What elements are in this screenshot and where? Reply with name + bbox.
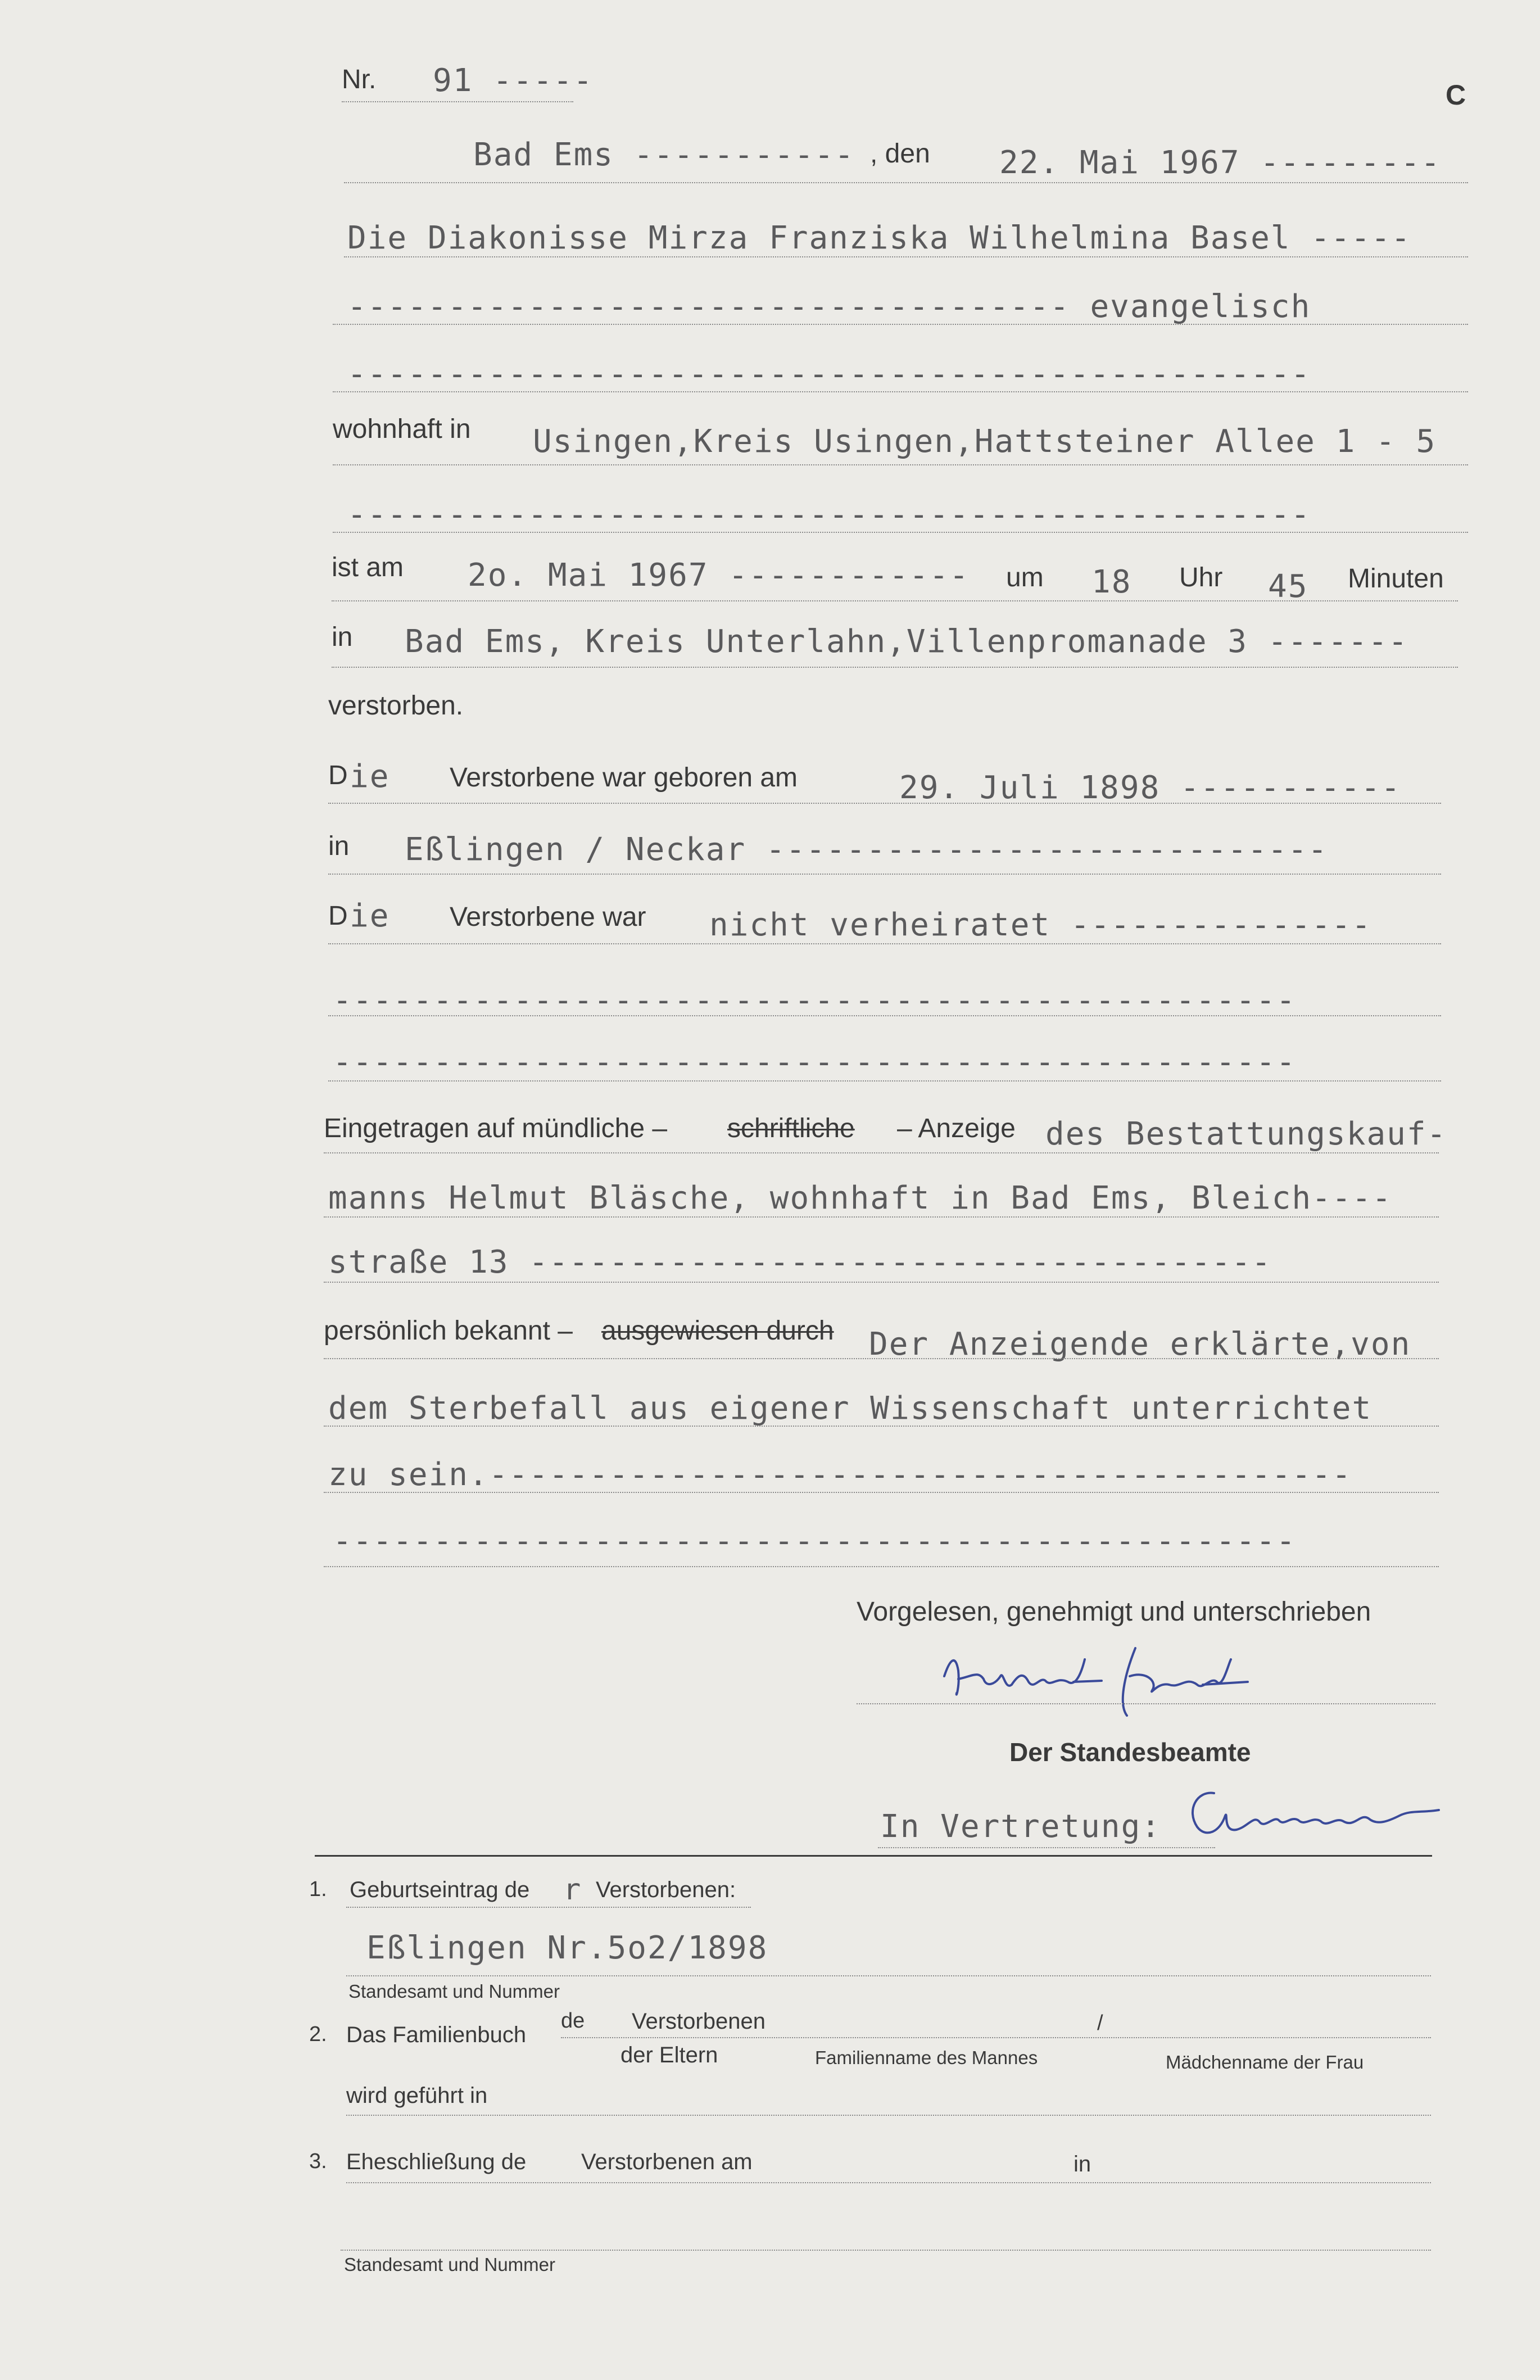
dash-line-1: ------------------------------------------------ bbox=[347, 356, 1311, 392]
deceased-name: Die Diakonisse Mirza Franziska Wilhelmina Basel ----- bbox=[347, 220, 1411, 256]
ist-am-label: ist am bbox=[332, 553, 404, 582]
vertretung-label: In Vertretung: bbox=[880, 1808, 1162, 1845]
note-3-in: in bbox=[1074, 2152, 1091, 2177]
note-1-value-line bbox=[346, 1975, 1431, 1976]
residence-address: Usingen,Kreis Usingen,Hattsteiner Allee 1 - 5 bbox=[533, 423, 1437, 460]
nr-value: 91 ----- bbox=[433, 62, 594, 99]
birth-in-label: in bbox=[328, 831, 350, 861]
dash-line-3: ------------------------------------------------ bbox=[333, 982, 1297, 1019]
verstorben-label: verstorben. bbox=[328, 691, 464, 721]
eingetragen-label: Eingetragen auf mündliche – bbox=[324, 1114, 668, 1143]
note-2-verstorbenen: Verstorbenen bbox=[632, 2009, 766, 2034]
statement-line-1: Der Anzeigende erklärte,von bbox=[869, 1326, 1411, 1363]
informant-line-1: des Bestattungskauf- bbox=[1045, 1116, 1447, 1152]
statement-line-3: zu sein.------------------------------------------- bbox=[328, 1456, 1352, 1493]
um-label: um bbox=[1006, 563, 1044, 592]
informant-line-3: straße 13 ------------------------------------- bbox=[328, 1244, 1272, 1281]
note-2-de: de bbox=[561, 2009, 585, 2033]
die2-suffix: ie bbox=[350, 898, 390, 934]
note-3-number: 3. bbox=[309, 2150, 327, 2173]
note-2-familienname: Familienname des Mannes bbox=[815, 2047, 1038, 2068]
statement-line-2: dem Sterbefall aus eigener Wissenschaft unterrichtet bbox=[328, 1390, 1373, 1427]
blank-line-4 bbox=[328, 1080, 1441, 1082]
section-divider bbox=[315, 1855, 1432, 1857]
anzeige-label: – Anzeige bbox=[897, 1114, 1016, 1143]
in-label: in bbox=[332, 622, 353, 652]
record-date: 22. Mai 1967 --------- bbox=[999, 144, 1441, 181]
blank-line-2 bbox=[333, 532, 1468, 533]
blank-line-5 bbox=[324, 1566, 1439, 1567]
note-1-label-line bbox=[346, 1907, 751, 1908]
death-hour: 18 bbox=[1091, 564, 1132, 600]
death-place-line bbox=[332, 667, 1458, 668]
corner-letter: C bbox=[1446, 79, 1466, 111]
informant-line-2: manns Helmut Bläsche, wohnhaft in Bad Ems, Bleich---- bbox=[328, 1180, 1392, 1216]
marital-status: nicht verheiratet --------------- bbox=[709, 907, 1372, 943]
dash-line-4: ------------------------------------------------ bbox=[333, 1044, 1297, 1080]
note-2-number: 2. bbox=[309, 2022, 327, 2046]
statement-line-2-rule bbox=[324, 1426, 1439, 1427]
bekannt-label: persönlich bekannt – bbox=[324, 1316, 573, 1346]
birth-date-line bbox=[328, 803, 1441, 804]
note-2-gefuehrt: wird geführt in bbox=[346, 2083, 488, 2108]
death-minutes: 45 bbox=[1268, 568, 1308, 605]
dash-line-2: ------------------------------------------------ bbox=[347, 496, 1311, 533]
birth-place-line bbox=[328, 874, 1441, 875]
residence-line bbox=[333, 464, 1468, 465]
note-1-label-a: Geburtseintrag de bbox=[350, 1877, 530, 1902]
dash-line-5: ------------------------------------------------ bbox=[333, 1523, 1297, 1559]
note-3-upper-line bbox=[346, 2182, 1431, 2183]
informant-line-3-rule bbox=[324, 1282, 1439, 1283]
den-label: , den bbox=[870, 139, 930, 169]
place-date: Bad Ems ----------- bbox=[473, 137, 855, 173]
birth-place: Eßlingen / Neckar ---------------------------- bbox=[405, 831, 1328, 868]
vorgelesen-label: Vorgelesen, genehmigt und unterschrieben bbox=[857, 1597, 1371, 1627]
blank-line-3 bbox=[328, 1015, 1441, 1016]
note-3-lower-line bbox=[341, 2250, 1431, 2251]
note-1-label-b: Verstorbenen: bbox=[596, 1877, 736, 1902]
birth-date: 29. Juli 1898 ----------- bbox=[899, 770, 1401, 806]
minuten-label: Minuten bbox=[1348, 564, 1444, 594]
note-3-verstorbenen-am: Verstorbenen am bbox=[581, 2150, 753, 2174]
note-1-label-r: r bbox=[563, 1873, 582, 1907]
note-2-maedchenname: Mädchenname der Frau bbox=[1166, 2052, 1364, 2073]
date-line bbox=[344, 182, 1468, 183]
informant-signature bbox=[933, 1637, 1293, 1721]
registrar-signature-line bbox=[878, 1847, 1215, 1848]
wohnhaft-label: wohnhaft in bbox=[333, 414, 471, 444]
marital-line bbox=[328, 943, 1441, 944]
verstorbene-war-label: Verstorbene war bbox=[450, 902, 646, 932]
note-3-caption: Standesamt und Nummer bbox=[344, 2254, 556, 2275]
die2-prefix: D bbox=[328, 901, 348, 931]
schriftliche-struck: schriftliche bbox=[727, 1114, 855, 1143]
statement-line-1-rule bbox=[324, 1358, 1439, 1359]
uhr-label: Uhr bbox=[1179, 563, 1223, 592]
note-2-label: Das Familienbuch bbox=[346, 2022, 527, 2047]
religion: ------------------------------------ evangelisch bbox=[347, 288, 1311, 325]
note-1-value: Eßlingen Nr.5o2/1898 bbox=[366, 1930, 768, 1966]
verstorbene-geboren-label: Verstorbene war geboren am bbox=[450, 763, 798, 793]
death-date-line bbox=[332, 600, 1458, 601]
note-2-slash: / bbox=[1097, 2011, 1103, 2035]
death-place: Bad Ems, Kreis Unterlahn,Villenpromanade 3 ------- bbox=[405, 623, 1408, 660]
note-2-upper-line bbox=[561, 2037, 1431, 2038]
name-line bbox=[344, 256, 1468, 257]
informant-signature-line bbox=[857, 1703, 1435, 1704]
statement-line-3-rule bbox=[324, 1492, 1439, 1493]
nr-line bbox=[342, 101, 573, 102]
informant-line-2-rule bbox=[324, 1216, 1439, 1218]
die-prefix: D bbox=[328, 761, 348, 790]
note-2-lower-line bbox=[346, 2115, 1431, 2116]
blank-line-1 bbox=[333, 391, 1468, 392]
die-suffix: ie bbox=[350, 758, 390, 795]
note-3-label: Eheschließung de bbox=[346, 2150, 527, 2174]
note-1-number: 1. bbox=[309, 1877, 327, 1901]
registrar-signature bbox=[1175, 1776, 1467, 1849]
note-2-der-eltern: der Eltern bbox=[620, 2043, 718, 2067]
nr-label: Nr. bbox=[342, 65, 377, 94]
ausgewiesen-struck: ausgewiesen durch bbox=[601, 1316, 834, 1346]
religion-line bbox=[333, 324, 1468, 325]
standesbeamte-label: Der Standesbeamte bbox=[1009, 1738, 1251, 1767]
informant-line-1-rule bbox=[324, 1152, 1439, 1153]
note-1-caption: Standesamt und Nummer bbox=[348, 1981, 560, 2002]
death-date: 2o. Mai 1967 ------------ bbox=[468, 557, 970, 594]
